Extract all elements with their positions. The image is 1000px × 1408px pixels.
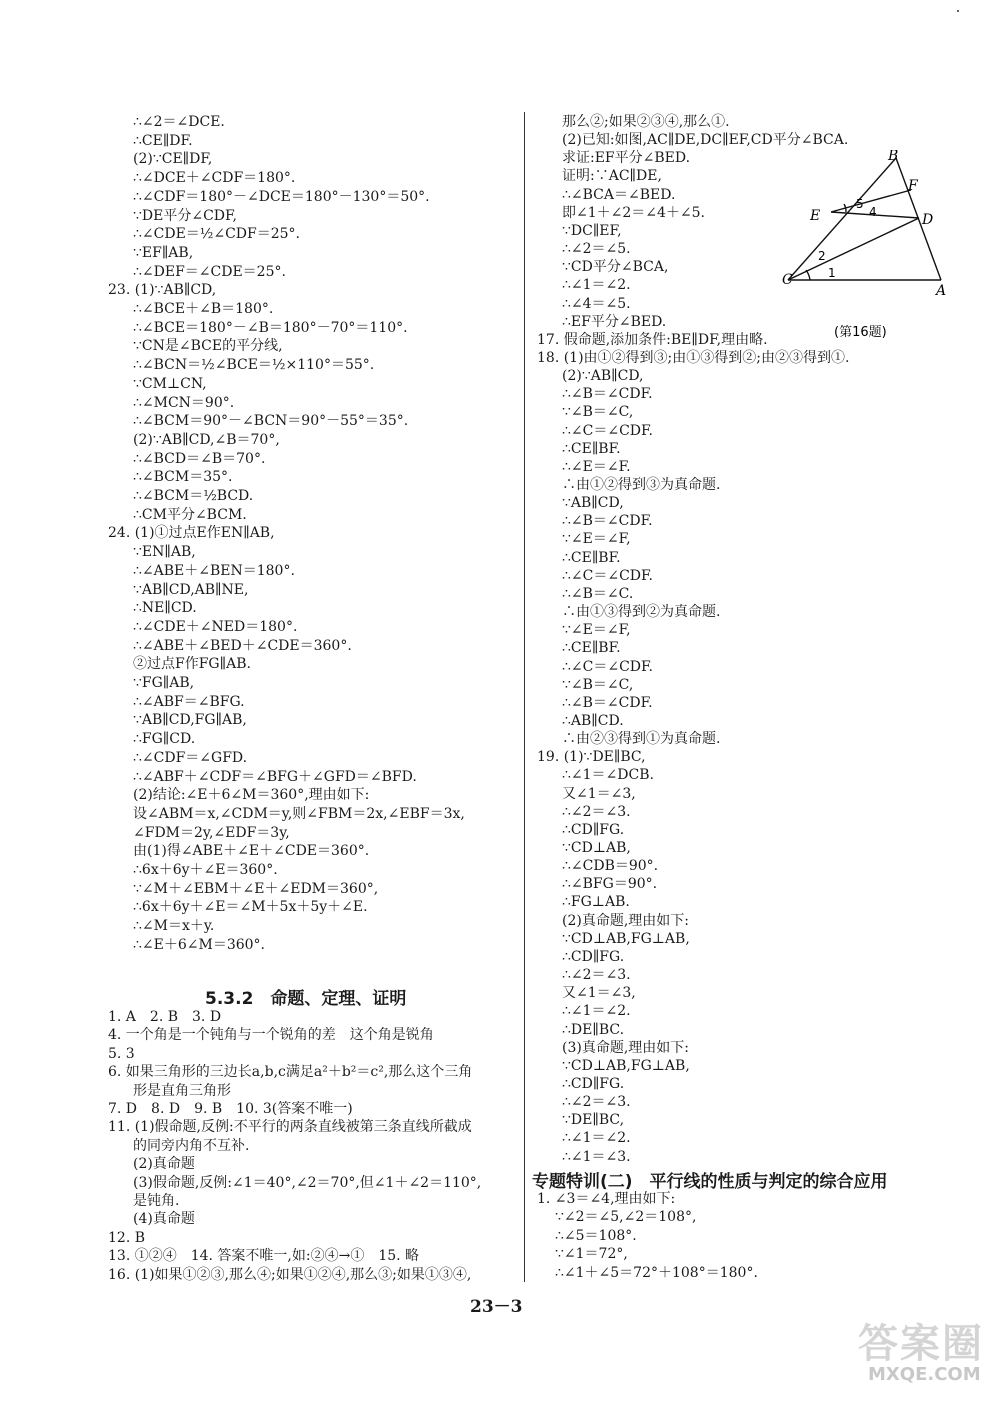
text-line: ∴AB∥CD. [562, 712, 624, 729]
text-line: (3)真命题,理由如下: [562, 1039, 689, 1056]
text-line: ∵∠1＝72°, [555, 1246, 628, 1263]
text-line: ∴∠BCA＝∠BED. [562, 186, 676, 203]
text-line: ∴∠C＝∠CDF. [562, 567, 653, 584]
text-line: (4)真命题 [133, 1211, 195, 1228]
text-line: 那么②;如果②③④,那么①. [562, 114, 730, 130]
text-line: ∵∠E＝∠F, [562, 531, 631, 548]
text-line: ∵AB∥CD, [562, 495, 624, 512]
text-line: 12. B [108, 1229, 146, 1246]
text-line: ∴FG∥CD. [133, 731, 196, 748]
text-line: ∴∠M＝x＋y. [133, 918, 215, 935]
text-line: ∴FG⊥AB. [562, 894, 630, 911]
text-line: (2)真命题 [133, 1156, 195, 1173]
text-line: ∵CN是∠BCE的平分线, [133, 338, 283, 355]
text-line: 11. (1)假命题,反例:不平行的两条直线被第三条直线所截成 [108, 1119, 472, 1136]
text-line: ②过点F作FG∥AB. [133, 656, 251, 673]
text-line: (2)结论:∠E＋6∠M＝360°,理由如下: [133, 787, 370, 804]
text-line: (3)假命题,反例:∠1＝40°,∠2＝70°,但∠1＋∠2＝110°, [133, 1174, 482, 1191]
text-line: 设∠ABM＝x,∠CDM＝y,则∠FBM＝2x,∠EBF＝3x, [133, 805, 465, 822]
text-line: ∴∠1＝∠3. [562, 1148, 631, 1165]
text-line: ∵DE平分∠CDF, [133, 207, 238, 224]
text-line: ∴∠2＝∠3. [562, 967, 631, 984]
text-line: 18. (1)由①②得到③;由①③得到②;由②③得到①. [537, 349, 850, 366]
geometry-figure [776, 150, 954, 340]
text-line: ∴CE∥DF. [133, 132, 193, 149]
text-line: ∴∠CDB＝90°. [562, 858, 659, 875]
text-line: ∴由①③得到②为真命题. [562, 604, 721, 621]
label-1: 1 [828, 266, 836, 280]
text-line: 24. (1)①过点E作EN∥AB, [108, 525, 275, 542]
text-line: ∴∠E＋6∠M＝360°. [133, 936, 266, 953]
text-line: (2)∵AB∥CD,∠B＝70°, [133, 431, 280, 448]
text-line: ∴∠2＝∠5. [562, 241, 631, 258]
text-line: 13. ①②④ 14. 答案不唯一,如:②④→① 15. 略 [108, 1248, 420, 1265]
text-line: 1. A 2. B 3. D [108, 1009, 222, 1025]
text-line: 求证:EF平分∠BED. [562, 150, 691, 167]
label-D: D [922, 212, 934, 228]
text-line: ∵CD⊥AB,FG⊥AB, [562, 1057, 690, 1074]
figure-caption: (第16题) [834, 325, 887, 340]
label-F: F [908, 178, 918, 194]
text-line: (2)∵CE∥DF, [133, 151, 213, 168]
text-line: ∴∠E＝∠F. [562, 458, 631, 475]
text-line: ∴由②③得到①为真命题. [562, 731, 721, 748]
text-line: ∴∠1＝∠2. [562, 277, 631, 294]
column-divider [524, 112, 525, 1282]
text-line: ∴∠ABF＝∠BFG. [133, 693, 245, 710]
text-line: 证明:∵AC∥DE, [562, 168, 662, 185]
text-line: 形是直角三角形 [133, 1082, 231, 1099]
label-2: 2 [818, 249, 826, 263]
text-line: ∴∠2＝∠3. [562, 1094, 631, 1111]
text-line: ∴∠1＝∠2. [562, 1130, 631, 1147]
text-line: ∴DE∥BC. [562, 1021, 625, 1038]
text-line: ∴∠BCD＝∠B＝70°. [133, 450, 266, 467]
text-line: ∴∠CDE＋∠NED＝180°. [133, 618, 298, 635]
text-line: ∵EF∥AB, [133, 244, 194, 261]
label-A: A [936, 283, 947, 299]
text-line: ∵∠M＋∠EBM＋∠E＋∠EDM＝360°, [133, 880, 379, 897]
text-line: ∴NE∥CD. [133, 600, 197, 617]
text-line: ∵CD平分∠BCA, [562, 259, 669, 276]
text-line: ∴6x＋6y＋∠E＝360°. [133, 862, 278, 878]
text-line: ∴∠BFG＝90°. [562, 876, 658, 893]
page-number: 23－3 [470, 1297, 523, 1317]
text-line: ∴∠ABE＋∠BEN＝180°. [133, 562, 295, 579]
text-line: 又∠1＝∠3, [562, 985, 636, 1002]
text-line: ∴∠BCN＝½∠BCE＝½×110°＝55°. [133, 357, 375, 374]
text-line: ∴CE∥BF. [562, 440, 621, 457]
text-line: ∵∠E＝∠F, [562, 622, 631, 639]
text-line: ∴∠BCM＝90°－∠BCN＝90°－55°＝35°. [133, 413, 409, 430]
text-line: 5. 3 [108, 1045, 135, 1062]
text-line: ∵AB∥CD,AB∥NE, [133, 581, 249, 598]
text-line: 1. ∠3＝∠4,理由如下: [537, 1191, 676, 1207]
text-line: ∵FG∥AB, [133, 675, 195, 691]
text-line: ∴∠B＝∠C. [562, 585, 634, 602]
text-line: 即∠1＋∠2＝∠4＋∠5. [562, 204, 706, 221]
text-line: ∴CE∥BF. [562, 640, 621, 657]
text-line: ∵AB∥CD,FG∥AB, [133, 712, 247, 729]
text-line: ∴∠ABF＋∠CDF＝∠BFG＋∠GFD＝∠BFD. [133, 768, 417, 785]
text-line: ∴∠B＝∠CDF. [562, 694, 653, 711]
text-line: ∴∠B＝∠CDF. [562, 513, 653, 530]
text-line: ∴∠CDF＝180°－∠DCE＝180°－130°＝50°. [133, 188, 430, 205]
text-line: ∵∠2＝∠5,∠2＝108°, [555, 1209, 697, 1226]
text-line: ∠FDM＝2y,∠EDF＝3y, [133, 824, 290, 841]
text-line: ∴∠CDF＝∠GFD. [133, 749, 248, 766]
watermark-logo: 答案圈 MXQE.COM [858, 1321, 984, 1385]
text-line: 16. (1)如果①②③,那么④;如果①②④,那么③;如果①③④, [108, 1266, 472, 1283]
text-line: ∴CD∥FG. [562, 1075, 625, 1092]
corner-mark [957, 10, 959, 12]
text-line: ∴∠CDE＝½∠CDF＝25°. [133, 226, 301, 243]
text-line: 是钝角. [133, 1193, 180, 1209]
text-line: ∵DC∥EF, [562, 222, 622, 239]
label-B: B [888, 150, 899, 164]
text-line: ∴∠C＝∠CDF. [562, 422, 653, 439]
text-line: ∴∠5＝108°. [555, 1227, 637, 1244]
text-line: ∴∠BCE＋∠B＝180°. [133, 301, 274, 317]
label-C: C [782, 272, 793, 288]
text-line: ∵∠B＝∠C, [562, 676, 634, 693]
text-line: ∴∠DEF＝∠CDE＝25°. [133, 263, 286, 280]
text-line: 23. (1)∵AB∥CD, [108, 282, 217, 299]
text-line: 19. (1)∵DE∥BC, [537, 749, 646, 766]
text-line: ∴∠1＋∠5＝72°＋108°＝180°. [555, 1264, 758, 1281]
text-line: ∴CM平分∠BCM. [133, 506, 247, 523]
text-line: (2)已知:如图,AC∥DE,DC∥EF,CD平分∠BCA. [562, 132, 849, 149]
text-line: ∵∠B＝∠C, [562, 404, 634, 421]
text-line: ∴∠C＝∠CDF. [562, 658, 653, 675]
text-line: ∵CD⊥AB,FG⊥AB, [562, 930, 690, 947]
text-line: 7. D 8. D 9. B 10. 3(答案不唯一) [108, 1101, 353, 1117]
text-line: 又∠1＝∠3, [562, 785, 636, 802]
text-line: ∵CD⊥AB, [562, 840, 631, 856]
text-line: ∴∠DCE＋∠CDF＝180°. [133, 170, 296, 187]
text-line: (2)真命题,理由如下: [562, 912, 689, 929]
text-line: ∴∠BCM＝35°. [133, 469, 233, 486]
text-line: ∴EF平分∠BED. [562, 313, 667, 330]
label-5: 5 [856, 197, 864, 211]
text-line: ∴∠2＝∠DCE. [133, 114, 225, 130]
text-line: 的同旁内角不互补. [133, 1137, 250, 1154]
text-line: ∴∠1＝∠DCB. [562, 767, 654, 784]
text-line: ∴∠B＝∠CDF. [562, 386, 653, 403]
text-line: 4. 一个角是一个钝角与一个锐角的差 这个角是锐角 [108, 1027, 434, 1044]
text-line: ∴CD∥FG. [562, 821, 625, 838]
label-E: E [810, 208, 821, 224]
section-title: 5.3.2 命题、定理、证明 [205, 989, 407, 1009]
label-4: 4 [869, 205, 877, 219]
text-line: ∴6x＋6y＋∠E＝∠M＋5x＋5y＋∠E. [133, 899, 368, 916]
text-line: ∴∠ABE＋∠BED＋∠CDE＝360°. [133, 637, 352, 654]
text-line: 由(1)得∠ABE＋∠E＋∠CDE＝360°. [133, 843, 370, 860]
text-line: ∴∠BCE＝180°－∠B＝180°－70°＝110°. [133, 319, 408, 336]
text-line: ∵CM⊥CN, [133, 375, 207, 392]
text-line: ∴∠BCM＝½BCD. [133, 488, 254, 504]
text-line: ∴∠2＝∠3. [562, 803, 631, 820]
text-line: ∵EN∥AB, [133, 544, 196, 561]
text-line: 6. 如果三角形的三边长a,b,c满足a²＋b²＝c²,那么这个三角 [108, 1064, 473, 1081]
text-line: ∴∠4＝∠5. [562, 295, 631, 312]
text-line: (2)∵AB∥CD, [562, 368, 644, 385]
text-line: ∴CE∥BF. [562, 549, 621, 566]
text-line: ∵DE∥BC, [562, 1112, 625, 1129]
text-line: ∴∠1＝∠2. [562, 1003, 631, 1020]
special-topic-title: 专题特训(二) 平行线的性质与判定的综合应用 [532, 1172, 888, 1192]
text-line: 17. 假命题,添加条件:BE∥DF,理由略. [537, 331, 768, 348]
text-line: ∴∠MCN＝90°. [133, 394, 235, 411]
text-line: ∴CD∥FG. [562, 948, 625, 965]
text-line: ∴由①②得到③为真命题. [562, 477, 721, 493]
